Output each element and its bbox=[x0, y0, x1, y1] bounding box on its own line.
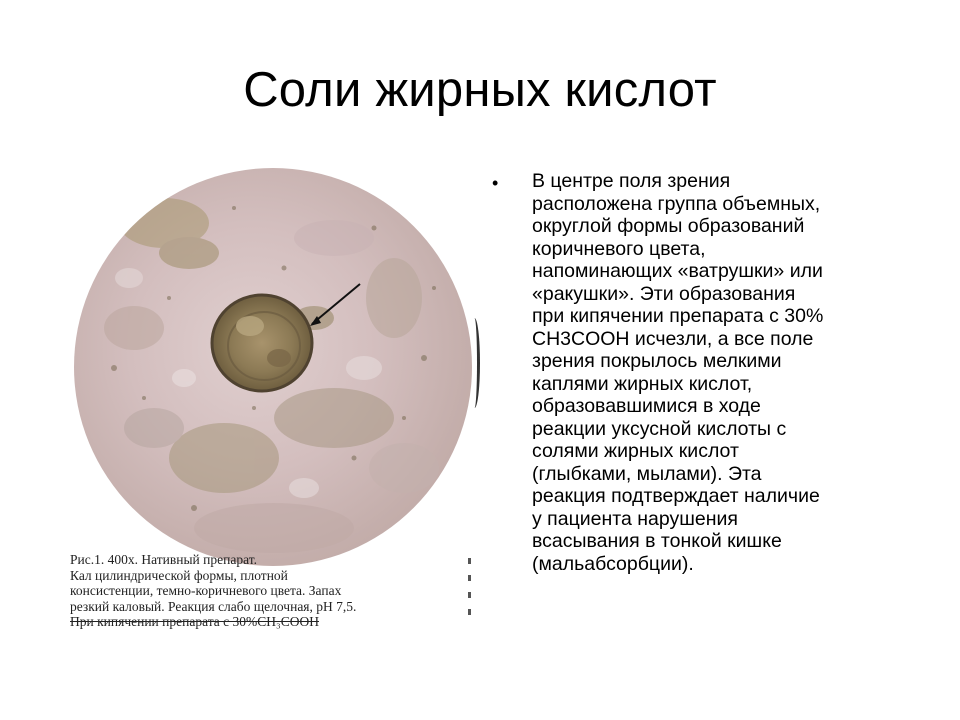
slide-title: Соли жирных кислот bbox=[243, 63, 717, 117]
caption-line: Кал цилиндрической формы, плотной bbox=[70, 567, 288, 583]
body-line: при кипячении препарата с 30% bbox=[532, 305, 824, 327]
body-line: у пациента нарушения bbox=[532, 507, 738, 530]
body-line: реакция подтверждает наличие bbox=[532, 485, 820, 507]
caption-line: При кипячении препарата с 30%CH₃COOH bbox=[70, 614, 319, 630]
round-formation bbox=[212, 295, 312, 391]
body-line: реакции уксусной кислоты с bbox=[532, 417, 787, 440]
body-line: «ракушки». Эти образования bbox=[532, 282, 796, 305]
body-line: всасывания в тонкой кишке bbox=[532, 530, 782, 552]
side-marks bbox=[468, 558, 476, 628]
figure-caption bbox=[70, 552, 470, 630]
pointer-arrow bbox=[312, 284, 360, 324]
body-line: солями жирных кислот bbox=[532, 440, 739, 462]
bullet-icon: • bbox=[492, 173, 499, 193]
body-line: расположена группа объемных, bbox=[532, 192, 821, 215]
bullet-text bbox=[532, 170, 912, 575]
micrograph-figure bbox=[70, 168, 480, 648]
body-line: каплями жирных кислот, bbox=[532, 372, 753, 395]
body-line: коричневого цвета, bbox=[532, 237, 706, 260]
body-line: (глыбками, мылами). Эта bbox=[532, 462, 762, 485]
body-line: образовавшимися в ходе bbox=[532, 395, 761, 417]
caption-line: консистенции, темно-коричневого цвета. Запах bbox=[70, 583, 342, 599]
body-line: зрения покрылось мелкими bbox=[532, 350, 782, 372]
micrograph-drawing bbox=[74, 168, 472, 566]
body-line: CH3COOH исчезли, а все поле bbox=[532, 327, 814, 350]
caption-line: резкий каловый. Реакция слабо щелочная, рН 7,5. bbox=[70, 598, 357, 614]
body-line: напоминающих «ватрушки» или bbox=[532, 260, 823, 282]
body-line: В центре поля зрения bbox=[532, 170, 731, 192]
body-line: округлой формы образований bbox=[532, 215, 805, 237]
caption-line: Рис.1. 400х. Нативный препарат. bbox=[70, 552, 257, 567]
micrograph-image bbox=[74, 168, 472, 566]
lens-edge bbox=[469, 318, 480, 408]
body-line: (мальабсорбции). bbox=[532, 552, 694, 575]
